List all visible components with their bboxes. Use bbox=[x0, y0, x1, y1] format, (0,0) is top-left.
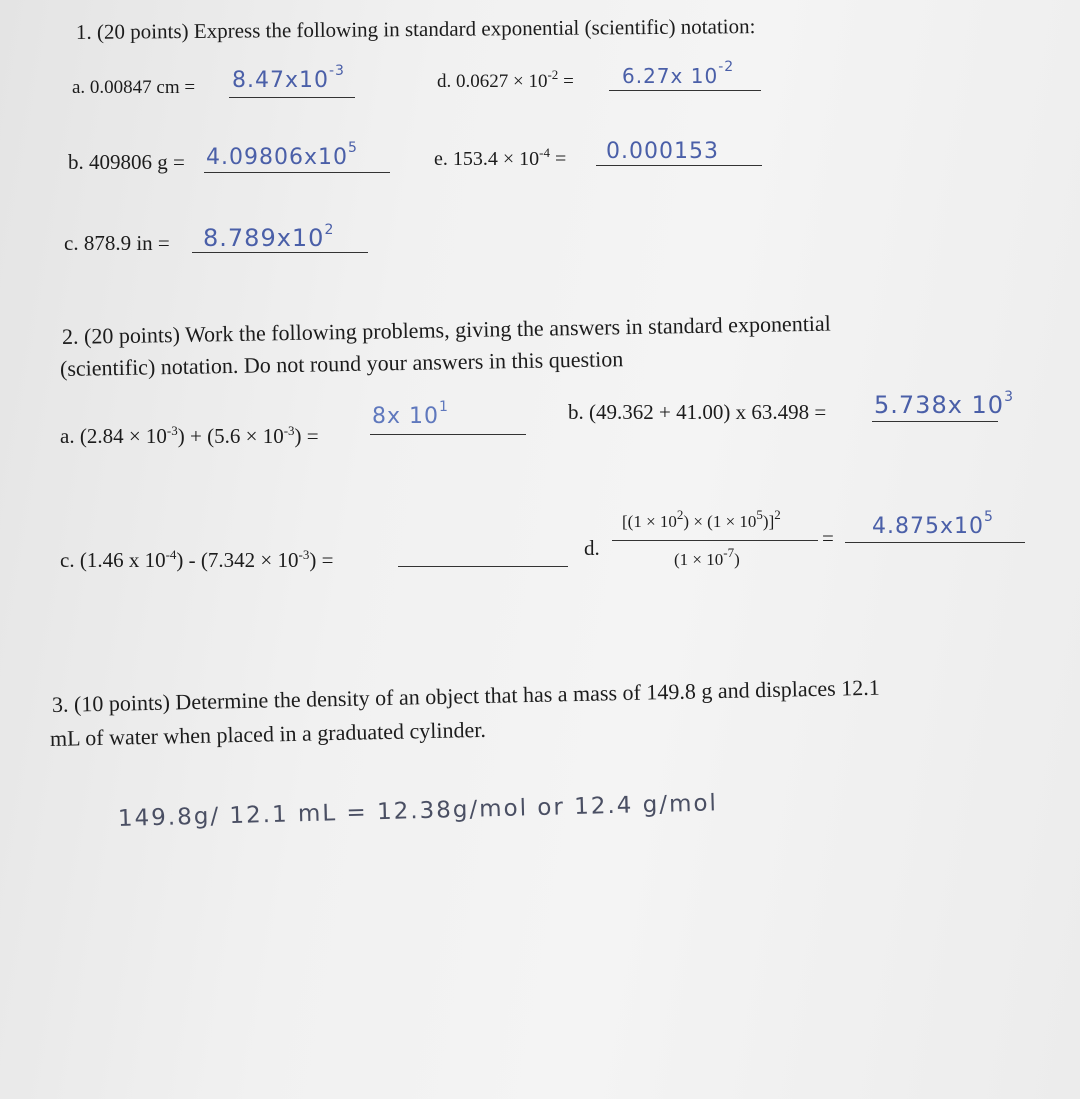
q3-work: 149.8g/ 12.1 mL = 12.38g/mol or 12.4 g/mol bbox=[117, 790, 719, 832]
q2-heading-line2: (scientific) notation. Do not round your answers in this question bbox=[59, 346, 624, 381]
q1e-label: e. $153.4 \times 10^{-4}$ = bbox=[434, 145, 567, 170]
q2d-answer: $4.875x10^5$ bbox=[872, 509, 994, 539]
q2c-answer-line bbox=[398, 566, 568, 567]
q1b-label: b. 409806 g = bbox=[68, 150, 185, 174]
q2a-answer-line bbox=[370, 434, 526, 435]
q2d-fraction-bar bbox=[612, 540, 818, 541]
q2c-label: c. (1.46 x $10^{-4}) - (7.342 \times 10^{-3})$ = bbox=[60, 547, 334, 572]
q1d-label: d. $0.0627 \times 10^{-2}$ = bbox=[437, 67, 574, 92]
q2d-label: d. bbox=[584, 536, 600, 560]
q1a-answer: $8.47x10^{-3}$ bbox=[232, 63, 345, 93]
q2-heading-line1: 2. (20 points) Work the following problems, giving the answers in standard exponential bbox=[61, 310, 832, 349]
q2a-answer: 8x $10^1$ bbox=[372, 399, 449, 429]
q1c-answer-line bbox=[192, 252, 368, 253]
q1d-answer: 6.27x $10^{-2}$ bbox=[622, 59, 735, 88]
q2a-label: a. $(2.84 \times 10^{-3}) + (5.6 \times 10^{-3})$ = bbox=[60, 423, 319, 448]
q1a-label: a. 0.00847 cm = bbox=[72, 77, 196, 98]
q3-heading-line1: 3. (10 points) Determine the density of an object that has a mass of 149.8 g and displaces 12.1 bbox=[51, 674, 880, 717]
q1c-label: c. 878.9 in = bbox=[64, 231, 170, 255]
q1e-answer-line bbox=[596, 165, 762, 166]
q1d-answer-line bbox=[609, 90, 761, 91]
q1b-answer: $4.09806x10^5$ bbox=[206, 140, 358, 170]
q2d-equals: = bbox=[822, 526, 834, 550]
q2d-denominator: $(1 \times 10^{-7})$ bbox=[674, 545, 740, 569]
q3-heading-line2: mL of water when placed in a graduated cylinder. bbox=[49, 716, 487, 751]
q1a-answer-line bbox=[229, 97, 355, 98]
q2b-answer: 5.738x $10^3$ bbox=[874, 389, 1014, 419]
q2b-answer-line bbox=[872, 421, 998, 422]
q2d-answer-line bbox=[845, 542, 1025, 543]
q2d-numerator: $[(1 \times 10^2) \times (1 \times 10^5)]^2$ bbox=[622, 507, 781, 531]
q1e-answer: 0.000153 bbox=[606, 139, 719, 164]
q1b-answer-line bbox=[204, 172, 390, 173]
q2b-label: b. (49.362 + 41.00) x 63.498 = bbox=[568, 400, 827, 424]
q1c-answer: $8.789x10^2$ bbox=[203, 222, 335, 252]
q1-heading: 1. (20 points) Express the following in standard exponential (scientific) notation: bbox=[75, 14, 756, 44]
